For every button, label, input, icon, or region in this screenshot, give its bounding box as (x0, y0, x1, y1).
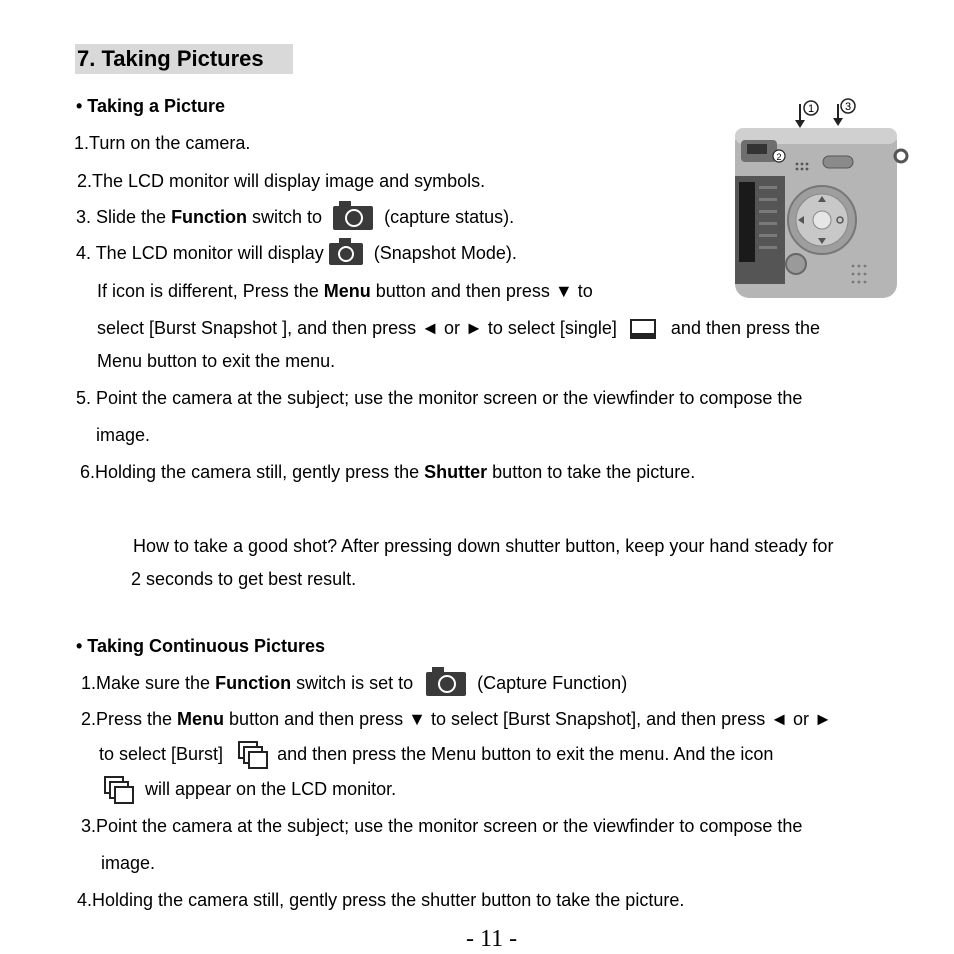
svg-text:1: 1 (807, 103, 815, 115)
step-1: 1.Turn on the camera. (74, 133, 251, 153)
step-5a: 5. Point the camera at the subject; use the monitor screen or the viewfinder to compose the (76, 388, 803, 408)
cont-step-4: 4.Holding the camera still, gently press the shutter button to take the picture. (77, 890, 685, 910)
svg-text:2: 2 (776, 152, 782, 162)
step-4: 4. The LCD monitor will display (Snapshot Mode). (76, 243, 517, 265)
camera-photo (733, 98, 909, 298)
cont-step-2c: will appear on the LCD monitor. (104, 776, 396, 804)
page-number: - 11 - (466, 926, 518, 952)
svg-text:3: 3 (844, 101, 852, 113)
burst-indicator-icon (104, 776, 134, 804)
cont-step-2: 2.Press the Menu button and then press ▼ to select [Burst Snapshot], and then press ◄ or ► (81, 709, 832, 729)
cont-step-1: 1.Make sure the Function switch is set to (Capture Function) (81, 672, 627, 696)
snapshot-mode-icon (329, 243, 363, 265)
step-3: 3. Slide the Function switch to (capture status). (76, 206, 514, 230)
capture-function-icon (426, 672, 466, 696)
burst-icon (238, 741, 268, 769)
tip-line-2: 2 seconds to get best result. (131, 569, 357, 589)
cont-step-3b: image. (101, 853, 156, 873)
step-2: 2.The LCD monitor will display image and symbols. (77, 171, 486, 191)
callout-arrow-1 (795, 101, 818, 128)
section-heading-continuous: • Taking Continuous Pictures (76, 636, 325, 656)
step-5b: image. (96, 425, 151, 445)
single-shot-icon (630, 319, 656, 339)
step-4-note-b: select [Burst Snapshot ], and then press ◄ or ► to select [single] and then press the (97, 318, 821, 338)
page-title: 7. Taking Pictures (75, 44, 293, 74)
callout-label-2 (773, 150, 785, 162)
step-6: 6.Holding the camera still, gently press the Shutter button to take the picture. (80, 462, 696, 482)
tip-line-1: How to take a good shot? After pressing down shutter button, keep your hand steady for (133, 536, 834, 556)
section-heading-taking-a-picture: • Taking a Picture (76, 96, 226, 116)
camera-icon (333, 206, 373, 230)
step-4-note-c: Menu button to exit the menu. (97, 351, 336, 371)
cont-step-3a: 3.Point the camera at the subject; use the monitor screen or the viewfinder to compose the (81, 816, 803, 836)
cont-step-2b: to select [Burst] and then press the Menu button to exit the menu. And the icon (99, 741, 773, 769)
step-4-note-a: If icon is different, Press the Menu button and then press ▼ to (97, 281, 593, 301)
callout-arrow-3 (833, 99, 855, 126)
